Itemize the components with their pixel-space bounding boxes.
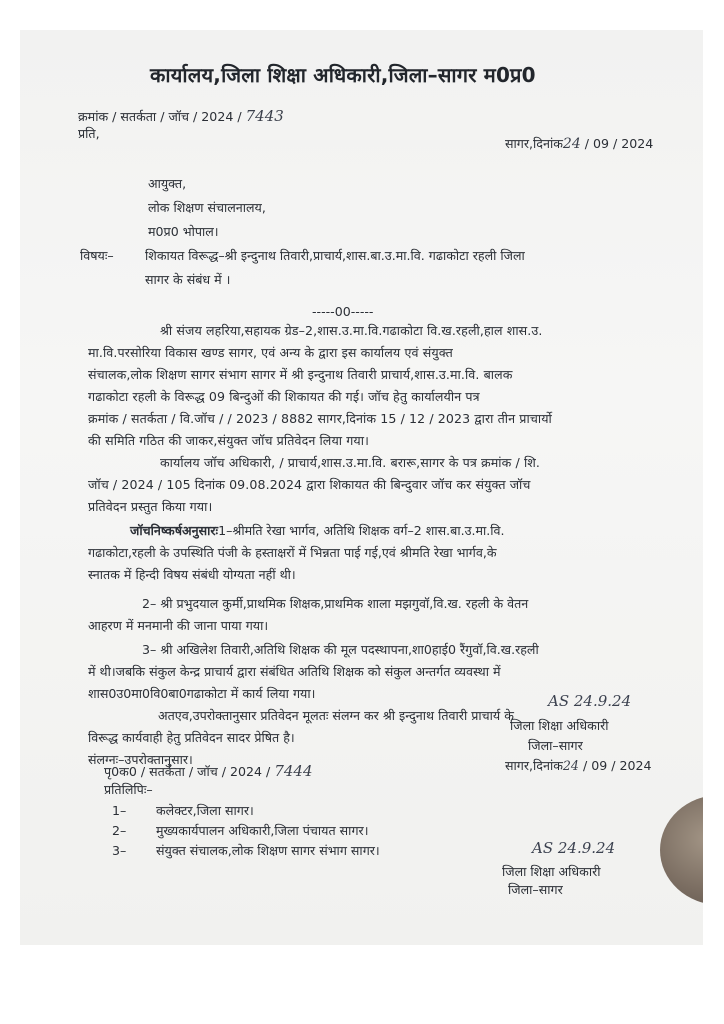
copy-item-number: 3– [112, 843, 127, 858]
paragraph2-line: जॉच / 2024 / 105 दिनांक 09.08.2024 द्वारा शिकायत की बिन्दुवार जॉच कर संयुक्त जॉच [88, 477, 531, 492]
finding3-line: शास0उ0मा0वि0बा0गढाकोटा में कार्य लिया गया। [88, 686, 316, 701]
copy-item-text: कलेक्टर,जिला सागर। [156, 803, 254, 818]
separator: -----00----- [312, 304, 374, 319]
signature-1-date-day: 24 [562, 758, 579, 773]
copy-label: प्रतिलिपिः– [104, 782, 153, 797]
signature-2-designation: जिला शिक्षा अधिकारी [502, 864, 601, 879]
subject-label: विषयः– [80, 248, 114, 263]
signature-1-date [505, 758, 652, 773]
reference-prefix: क्रमांक / सतर्कता / जॉच / 2024 / [78, 109, 242, 124]
finding1-line: गढाकोटा,रहली के उपस्थिति पंजी के हस्ताक्षरों में भिन्नता पाई गई,एवं श्रीमति रेखा भार्गव,के [88, 545, 497, 560]
finding2-line: आहरण में मनमानी की जाना पाया गया। [88, 618, 269, 633]
copy-reference [104, 764, 313, 779]
paragraph1-line: मा.वि.परसोरिया विकास खण्ड सागर, एवं अन्य के द्वारा इस कार्यालय एवं संयुक्त [88, 345, 453, 360]
finding1-line: स्नातक में हिन्दी विषय संबंधी योग्यता नहीं थी। [88, 567, 296, 582]
addressee-line: म0प्र0 भोपाल। [148, 224, 219, 239]
finding2-line: 2– श्री प्रभुदयाल कुर्मी,प्राथमिक शिक्षक,प्राथमिक शाला मझगुवॉ,वि.ख. रहली के वेतन [142, 596, 529, 611]
signature-1-date-rest: / 09 / 2024 [582, 758, 652, 773]
letter-date [505, 136, 653, 152]
signature-1-designation: जिला शिक्षा अधिकारी [510, 718, 609, 733]
thumb-in-photo [660, 795, 703, 905]
date-prefix: सागर,दिनांक [505, 136, 563, 151]
addressee-line: आयुक्त, [148, 176, 187, 191]
paragraph1-line: संचालक,लोक शिक्षण सागर संभाग सागर में श्री इन्दुनाथ तिवारी प्राचार्य,शास.उ.मा.वि. बालक [88, 367, 513, 382]
office-title: कार्यालय,जिला शिक्षा अधिकारी,जिला–सागर म0प्र0 [150, 63, 536, 87]
copy-reference-prefix: पृ0क0 / सतर्कता / जॉच / 2024 / [104, 764, 271, 779]
subject-line: सागर के संबंध में । [145, 272, 231, 287]
conclusion-line: विरूद्ध कार्यवाही हेतु प्रतिवेदन सादर प्रेषित है। [88, 730, 295, 745]
copy-reference-handwritten: 7444 [274, 762, 313, 780]
finding-label: जॉचनिष्कर्षअनुसारः [130, 523, 219, 538]
paragraph1-line: गढाकोटा रहली के विरूद्ध 09 बिन्दुओं की शिकायत की गई। जॉच हेतु कार्यालयीन पत्र [88, 389, 480, 404]
signature-1: AS 24.9.24 [548, 692, 632, 710]
reference-number [78, 109, 284, 124]
date-day-handwritten: 24 [562, 136, 581, 152]
copy-item-number: 1– [112, 803, 127, 818]
copy-item-number: 2– [112, 823, 127, 838]
addressee-line: लोक शिक्षण संचालनालय, [148, 200, 266, 215]
paragraph1-line: की समिति गठित की जाकर,संयुक्त जॉच प्रतिवेदन लिया गया। [88, 433, 369, 448]
finding3-line: में थी।जबकि संकुल केन्द्र प्राचार्य द्वारा संबंधित अतिथि शिक्षक को संकुल अन्तर्गत व्यवस्था में [88, 664, 501, 679]
conclusion-line: अतएव,उपरोक्तानुसार प्रतिवेदन मूलतः संलग्न कर श्री इन्दुनाथ तिवारी प्राचार्य के [158, 708, 514, 723]
copy-item-text: संयुक्त संचालक,लोक शिक्षण सागर संभाग सागर। [156, 843, 380, 858]
paragraph2-line: कार्यालय जॉच अधिकारी, / प्राचार्य,शास.उ.मा.वि. बरारू,सागर के पत्र क्रमांक / शि. [160, 455, 540, 470]
date-rest: / 09 / 2024 [584, 136, 654, 151]
signature-1-place: जिला–सागर [528, 738, 583, 753]
subject-line: शिकायत विरूद्ध–श्री इन्दुनाथ तिवारी,प्राचार्य,शास.बा.उ.मा.वि. गढाकोटा रहली जिला [145, 248, 525, 263]
reference-handwritten: 7443 [245, 107, 284, 125]
signature-2: AS 24.9.24 [532, 839, 616, 857]
finding3-line: 3– श्री अखिलेश तिवारी,अतिथि शिक्षक की मूल पदस्थापना,शा0हाई0 रैंगुवॉ,वि.ख.रहली [142, 642, 539, 657]
enclosure-line: संलग्नः–उपरोक्तानुसार। [88, 752, 193, 767]
paragraph1-line: क्रमांक / सतर्कता / वि.जॉच / / 2023 / 8882 सागर,दिनांक 15 / 12 / 2023 द्वारा तीन प्राचार्यो [88, 411, 552, 426]
signature-2-place: जिला–सागर [508, 882, 563, 897]
paragraph1-line: श्री संजय लहरिया,सहायक ग्रेड–2,शास.उ.मा.वि.गढाकोटा वि.ख.रहली,हाल शास.उ. [160, 323, 543, 338]
paragraph2-line: प्रतिवेदन प्रस्तुत किया गया। [88, 499, 213, 514]
prati-label: प्रति, [78, 126, 100, 141]
copy-item-text: मुख्यकार्यपालन अधिकारी,जिला पंचायत सागर। [156, 823, 369, 838]
letter-page [20, 30, 703, 945]
finding-1-first-line [130, 523, 505, 538]
signature-1-date-prefix: सागर,दिनांक [505, 758, 563, 773]
finding1-line: 1–श्रीमति रेखा भार्गव, अतिथि शिक्षक वर्ग–2 शास.बा.उ.मा.वि. [218, 523, 505, 538]
